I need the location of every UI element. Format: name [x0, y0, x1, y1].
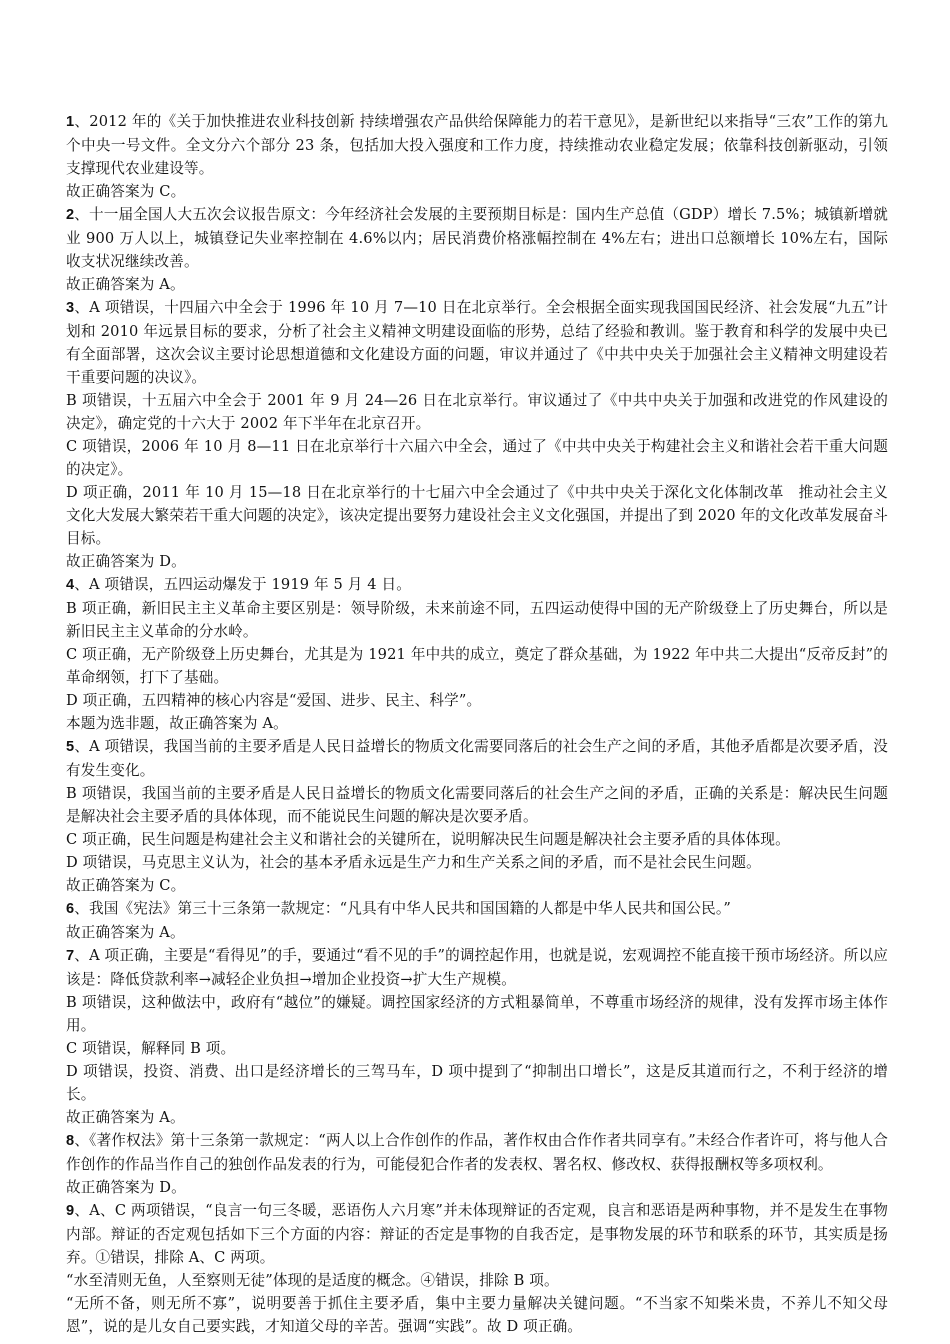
- q3-paragraph: [66, 296, 888, 389]
- option-explanation: B 项正确，新旧民主主义革命主要区别是：领导阶级，未来前途不同，五四运动使得中国的无产阶级登上了历史舞台，所以是新旧民主主义革命的分水岭。: [66, 600, 888, 640]
- q2-paragraph: [66, 203, 888, 273]
- paragraph-text: 、《著作权法》第十三条第一款规定：“两人以上合作创作的作品，著作权由合作作者共同享有。”未经合作者许可，将与他人合作创作的作品当作自己的独创作品发表的行为，可能侵犯合作者的发表权、署名权、修改权、获得报酬权等多项权利。: [66, 1132, 888, 1173]
- answer-line: 故正确答案为 A。: [66, 1109, 185, 1126]
- option-explanation: C 项错误，解释同 B 项。: [66, 1040, 236, 1057]
- question-number: 9: [66, 1203, 75, 1219]
- q7-paragraph: [66, 944, 888, 991]
- option-explanation: D 项错误，马克思主义认为，社会的基本矛盾永远是生产力和生产关系之间的矛盾，而不是社会民生问题。: [66, 854, 761, 871]
- answer-line: 故正确答案为 A。: [66, 924, 185, 941]
- option-explanation: B 项错误，这种做法中，政府有“越位”的嫌疑。调控国家经济的方式粗暴简单，不尊重市场经济的规律，没有发挥市场主体作用。: [66, 994, 888, 1034]
- option-explanation: C 项错误，2006 年 10 月 8—11 日在北京举行十六届六中全会，通过了《中共中央关于构建社会主义和谐社会若干重大问题的决定》。: [66, 438, 888, 478]
- question-number: 8: [66, 1133, 75, 1149]
- answer-line: 故正确答案为 D。: [66, 553, 186, 570]
- answer-line: 故正确答案为 D。: [66, 1179, 186, 1196]
- answer-line: 故正确答案为 A。: [66, 276, 185, 293]
- answer-line: 故正确答案为 C。: [66, 877, 186, 894]
- paragraph-text: 、A 项错误，我国当前的主要矛盾是人民日益增长的物质文化需要同落后的社会生产之间的矛盾，其他矛盾都是次要矛盾，没有发生变化。: [66, 738, 888, 779]
- q5-paragraph: [66, 735, 888, 782]
- q9-paragraph: [66, 1199, 888, 1269]
- answer-explanations: [66, 110, 888, 1338]
- paragraph-text: 、A 项正确，主要是“看得见”的手，要通过“看不见的手”的调控起作用，也就是说，宏观调控不能直接干预市场经济。所以应该是：降低贷款利率→减轻企业负担→增加企业投资→扩大生产规模。: [66, 947, 888, 988]
- paragraph-text: 、A、C 两项错误，“良言一句三冬暖，恶语伤人六月寒”并未体现辩证的否定观，良言和恶语是两种事物，并不是发生在事物内部。辩证的否定观包括如下三个方面的内容：辩证的否定是事物的自我否定，是事物发展的环节和联系的环节，其实质是扬弃。①错误，排除 A、C 两项。: [66, 1202, 888, 1266]
- question-number: 6: [66, 901, 75, 917]
- option-explanation: “无所不备，则无所不寡”，说明要善于抓住主要矛盾，集中主要力量解决关键问题。“不当家不知柴米贵，不养儿不知父母恩”，说的是儿女自己要实践，才知道父母的辛苦。强调“实践”。故 D 项正确。: [66, 1295, 888, 1335]
- q6-paragraph: [66, 897, 888, 921]
- paragraph-text: 、我国《宪法》第三十三条第一款规定：“凡具有中华人民共和国国籍的人都是中华人民共和国公民。”: [74, 900, 731, 917]
- paragraph-text: 、十一届全国人大五次会议报告原文：今年经济社会发展的主要预期目标是：国内生产总值（GDP）增长 7.5%；城镇新增就业 900 万人以上，城镇登记失业率控制在 4.6%以内；居民消费价格涨幅控制在 4%左右；进出口总额增长 10%左右，国际收支状况继续改善。: [66, 206, 888, 270]
- question-number: 2: [66, 207, 75, 223]
- option-explanation: D 项错误，投资、消费、出口是经济增长的三驾马车，D 项中提到了“抑制出口增长”，这是反其道而行之，不利于经济的增长。: [66, 1063, 888, 1103]
- option-explanation: B 项错误，十五届六中全会于 2001 年 9 月 24—26 日在北京举行。审议通过了《中共中央关于加强和改进党的作风建设的决定》，确定党的十六大于 2002 年下半年在北京召开。: [66, 392, 888, 432]
- question-number: 4: [66, 577, 75, 593]
- q4-paragraph: [66, 573, 888, 597]
- q1-paragraph: [66, 110, 888, 180]
- paragraph-text: 、A 项错误，五四运动爆发于 1919 年 5 月 4 日。: [74, 576, 412, 593]
- option-explanation: “水至清则无鱼，人至察则无徒”体现的是适度的概念。④错误，排除 B 项。: [66, 1272, 559, 1289]
- question-number: 5: [66, 739, 75, 755]
- option-explanation: C 项正确，无产阶级登上历史舞台，尤其是为 1921 年中共的成立，奠定了群众基础，为 1922 年中共二大提出“反帝反封”的革命纲领，打下了基础。: [66, 646, 888, 686]
- question-number: 1: [66, 114, 75, 130]
- q8-paragraph: [66, 1129, 888, 1176]
- answer-line: 故正确答案为 C。: [66, 183, 186, 200]
- paragraph-text: 、A 项错误，十四届六中全会于 1996 年 10 月 7—10 日在北京举行。全会根据全面实现我国国民经济、社会发展“九五”计划和 2010 年远景目标的要求，分析了社会主义精神文明建设面临的形势，总结了经验和教训。鉴于教育和科学的发展中央已有全面部署，这次会议主要讨论思想道德和文化建设方面的问题，审议并通过了《中共中央关于加强社会主义精神文明建设若干重要问题的决议》。: [66, 299, 888, 386]
- option-explanation: B 项错误，我国当前的主要矛盾是人民日益增长的物质文化需要同落后的社会生产之间的矛盾，正确的关系是：解决民生问题是解决社会主要矛盾的具体体现，而不能说民生问题的解决是次要矛盾。: [66, 785, 888, 825]
- option-explanation: D 项正确，2011 年 10 月 15—18 日在北京举行的十七届六中全会通过了《中共中央关于深化文化体制改革 推动社会主义文化大发展大繁荣若干重大问题的决定》，该决定提出要努力建设社会主义文化强国，并提出了到 2020 年的文化改革发展奋斗目标。: [66, 484, 888, 547]
- option-explanation: C 项正确，民生问题是构建社会主义和谐社会的关键所在，说明解决民生问题是解决社会主要矛盾的具体体现。: [66, 831, 790, 848]
- answer-line: 本题为选非题，故正确答案为 A。: [66, 715, 288, 732]
- question-number: 7: [66, 948, 75, 964]
- option-explanation: D 项正确，五四精神的核心内容是“爱国、进步、民主、科学”。: [66, 692, 482, 709]
- question-number: 3: [66, 300, 75, 316]
- paragraph-text: 、2012 年的《关于加快推进农业科技创新 持续增强农产品供给保障能力的若干意见》，是新世纪以来指导“三农”工作的第九个中央一号文件。全文分六个部分 23 条，包括加大投入强度和工作力度，持续推动农业稳定发展；依靠科技创新驱动，引领支撑现代农业建设等。: [66, 113, 888, 177]
